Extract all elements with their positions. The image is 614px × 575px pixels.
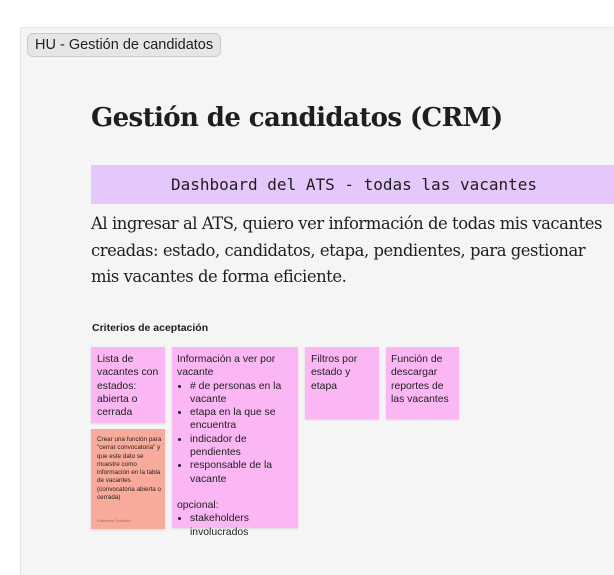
user-story-text: Al ingresar al ATS, quiero ver información de todas mis vacantes creadas: estado, candidatos, etapa, pendientes, para gestionar mis vacantes de forma eficiente. [91, 214, 602, 286]
sticky-note-text: Crear una función para "cerrar convocatoria" y que este dato se muestre como información en la tabla de vacantes (convocatoria abierta o cerrada) [97, 436, 162, 502]
sticky-note-optional-list [177, 512, 293, 539]
sticky-note-optional-label: opcional: [177, 499, 219, 511]
list-item: • stakeholders involucrados [190, 512, 293, 539]
acceptance-criteria-heading: Criterios de aceptación [92, 322, 209, 334]
sticky-note-informacion-vacante[interactable] [172, 347, 298, 538]
list-item: • responsable de la vacante [190, 459, 293, 486]
sticky-note-text: Lista de vacantes con estados: abierta o cerrada [97, 354, 159, 419]
sticky-note-filtros[interactable] [305, 347, 379, 419]
sticky-note-cerrar-convocatoria[interactable] [91, 429, 165, 529]
frame-label[interactable]: HU - Gestión de candidatos [27, 33, 221, 57]
sticky-note-title: Información a ver por vacante [177, 354, 276, 379]
banner-text: Dashboard del ATS - todas las vacantes [170, 175, 538, 194]
list-item: • etapa en la que se encuentra [190, 406, 293, 433]
list-item: • # de personas en la vacante [190, 380, 293, 407]
sticky-note-list [177, 380, 293, 486]
list-item: • indicador de pendientes [190, 433, 293, 460]
sticky-note-text: Filtros por estado y etapa [311, 354, 358, 392]
banner [91, 165, 614, 204]
sticky-note-text: Función de descargar reportes de las vacantes [391, 354, 449, 405]
spacer [177, 486, 293, 499]
sticky-note-descargar-reportes[interactable] [386, 347, 459, 419]
page-title: Gestión de candidatos (CRM) [91, 103, 503, 133]
sticky-note-author: Katherine Ordóñez [97, 518, 131, 523]
sticky-note-lista-vacantes[interactable] [91, 347, 165, 423]
